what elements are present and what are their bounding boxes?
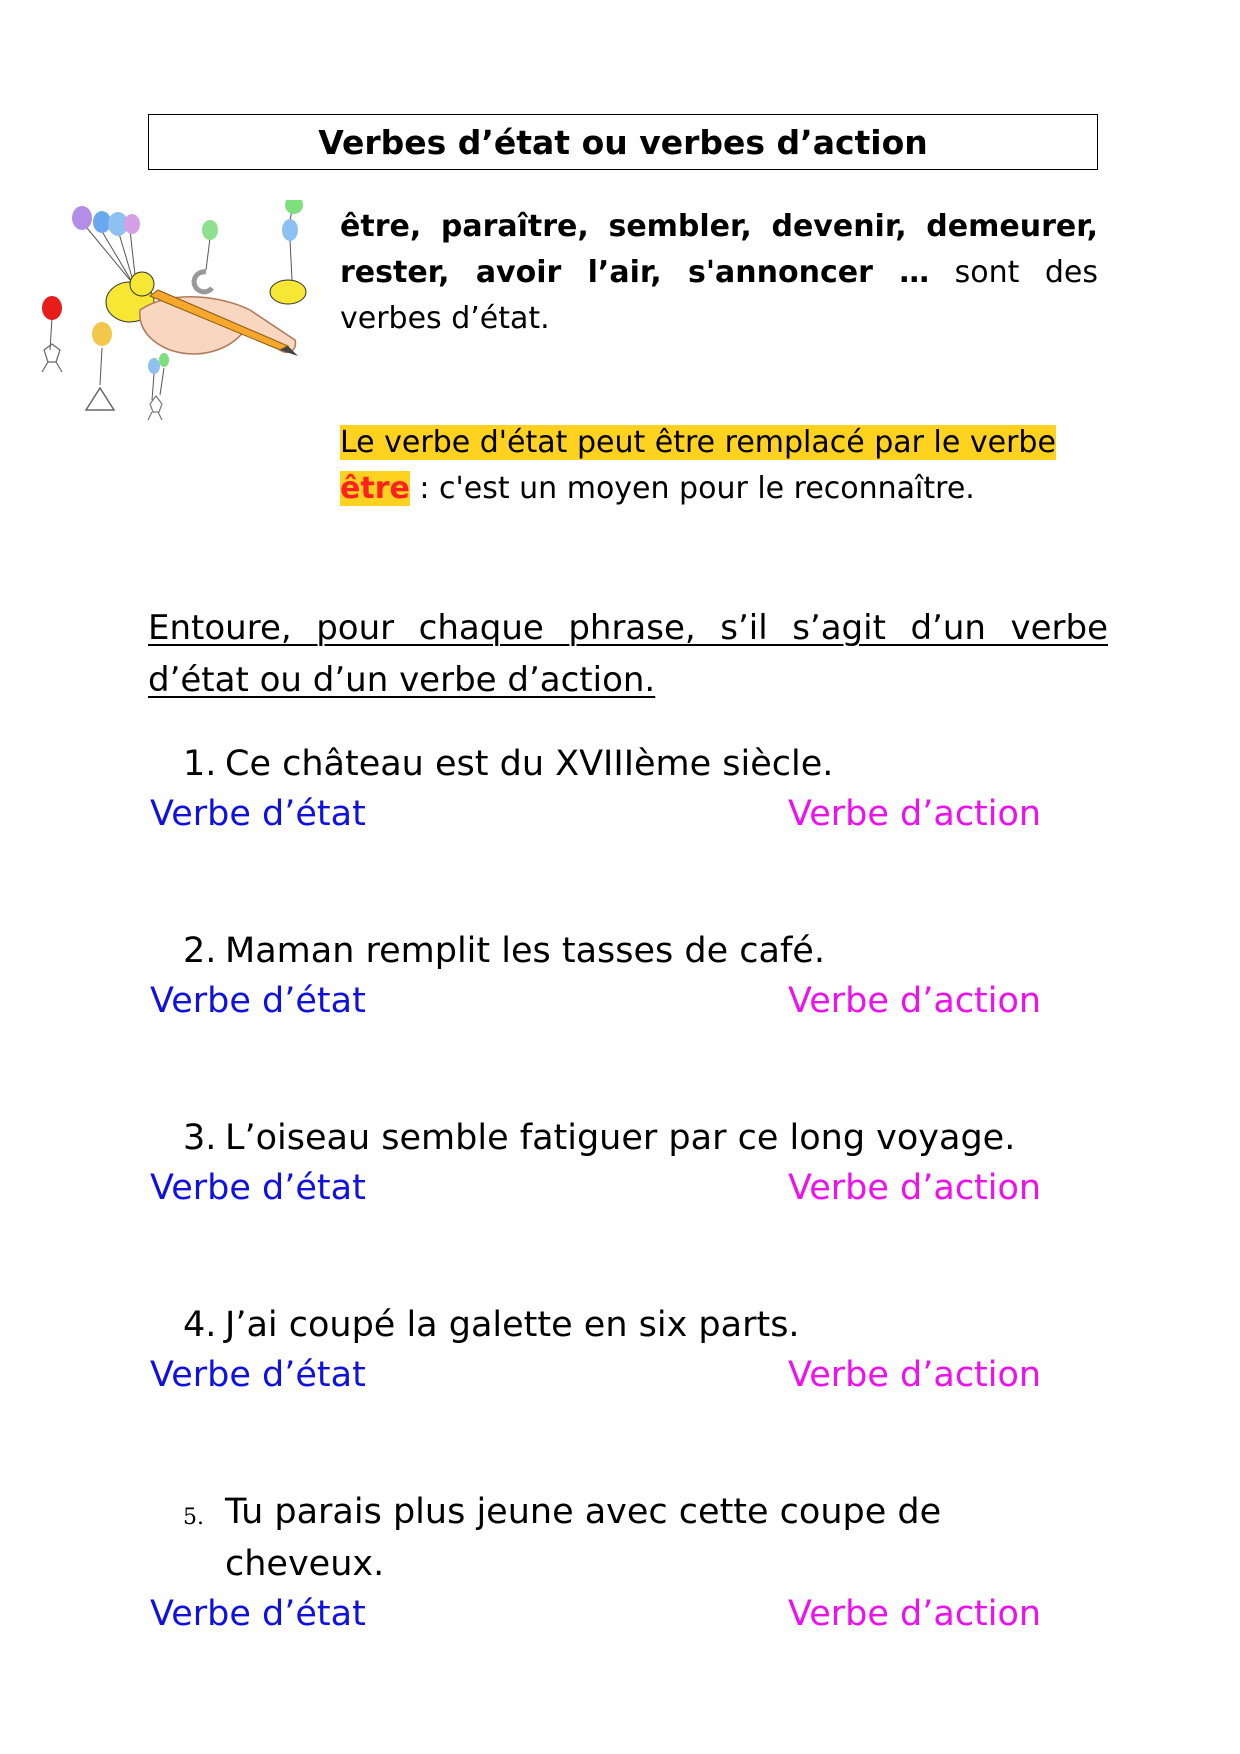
verbes-etat-definition xyxy=(340,204,1098,342)
question-text: Ce château est du XVIIIème siècle. xyxy=(225,744,834,784)
question-number: 4. xyxy=(183,1305,217,1345)
choice-verbe-action-4[interactable]: Verbe d’action xyxy=(788,1355,1042,1395)
choice-verbe-etat-3[interactable]: Verbe d’état xyxy=(150,1168,366,1208)
worksheet-title xyxy=(148,114,1098,170)
choice-verbe-etat-2[interactable]: Verbe d’état xyxy=(150,981,366,1021)
verb-list-line2: rester, avoir l’air, s'annoncer … xyxy=(340,255,930,290)
choice-verbe-etat-5[interactable]: Verbe d’état xyxy=(150,1594,366,1634)
question-number: 3. xyxy=(183,1118,217,1158)
question-number: 1. xyxy=(183,744,217,784)
verb-list-rest: sont des xyxy=(929,255,1098,290)
question-2 xyxy=(183,925,1083,977)
instruction-line1: Entoure, pour chaque phrase, s’il s’agit d’un verbe xyxy=(148,608,1108,648)
exercise-instruction xyxy=(148,602,1108,706)
choice-verbe-etat-1[interactable]: Verbe d’état xyxy=(150,794,366,834)
choice-verbe-action-3[interactable]: Verbe d’action xyxy=(788,1168,1042,1208)
title-text: Verbes d’état ou verbes d’action xyxy=(318,122,928,162)
rule-line1: Le verbe d'état peut être remplacé par le verbe xyxy=(340,425,1056,460)
choice-verbe-action-1[interactable]: Verbe d’action xyxy=(788,794,1042,834)
question-3 xyxy=(183,1112,1083,1164)
question-text: Tu parais plus jeune avec cette coupe de cheveux. xyxy=(225,1492,942,1584)
choice-verbe-action-2[interactable]: Verbe d’action xyxy=(788,981,1042,1021)
balloons-illustration xyxy=(30,200,330,450)
question-text: L’oiseau semble fatiguer par ce long voyage. xyxy=(225,1118,1016,1158)
verb-list-line1: être, paraître, sembler, devenir, demeurer, xyxy=(340,209,1098,244)
choice-verbe-etat-4[interactable]: Verbe d’état xyxy=(150,1355,366,1395)
question-number: 2. xyxy=(183,931,217,971)
question-4 xyxy=(183,1299,1083,1351)
choice-verbe-action-5[interactable]: Verbe d’action xyxy=(788,1594,1042,1634)
question-text: Maman remplit les tasses de café. xyxy=(225,931,825,971)
question-number: 5. xyxy=(183,1505,204,1530)
question-text: J’ai coupé la galette en six parts. xyxy=(225,1305,800,1345)
rule-line2: : c'est un moyen pour le reconnaître. xyxy=(409,471,975,506)
verb-list-end: verbes d’état. xyxy=(340,301,550,336)
instruction-line2: d’état ou d’un verbe d’action. xyxy=(148,660,656,700)
rule-box xyxy=(340,420,1098,512)
question-5 xyxy=(183,1486,963,1590)
rule-highlight-word: être xyxy=(340,471,410,506)
question-1 xyxy=(183,738,1083,790)
